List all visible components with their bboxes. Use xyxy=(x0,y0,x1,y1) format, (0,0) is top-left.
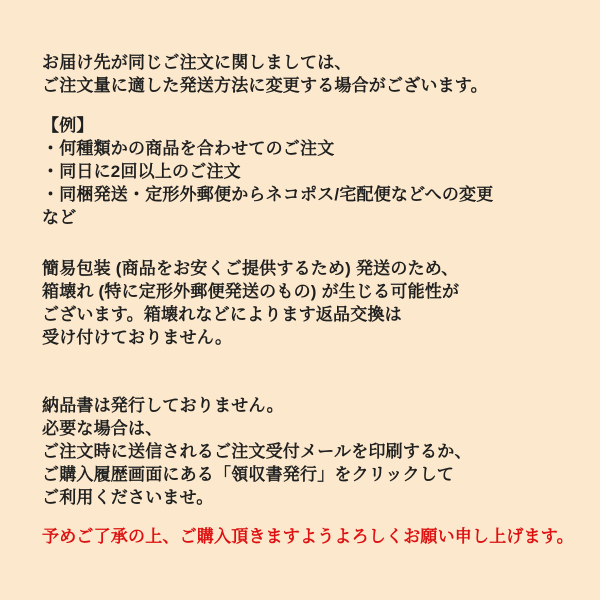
text-line: お届け先が同じご注文に関しましては、 xyxy=(42,53,352,72)
emphasized-text-line: 予めご了承の上、ご購入頂きますようよろしくお願い申し上げます。 xyxy=(42,527,574,546)
text-line: ご利用くださいませ。 xyxy=(42,488,214,507)
example-item: ・同日に2回以上のご注文 xyxy=(42,162,241,181)
text-line: 受け付けておりません。 xyxy=(42,328,233,347)
invoice-notice-paragraph xyxy=(42,394,572,509)
closing-request-line xyxy=(42,525,572,548)
examples-list xyxy=(42,114,572,229)
text-line: ご購入履歴画面にある「領収書発行」をクリックして xyxy=(42,465,455,484)
text-line: 納品書は発行しておりません。 xyxy=(42,396,284,415)
examples-heading: 【例】 xyxy=(42,116,94,135)
text-line: ございます。箱壊れなどによります返品交換は xyxy=(42,305,402,324)
text-line: 箱壊れ (特に定形外郵便発送のもの) が生じる可能性が xyxy=(42,282,460,301)
packaging-notice-paragraph xyxy=(42,257,572,349)
example-item: ・同梱発送・定形外郵便からネコポス/宅配便などへの変更 xyxy=(42,185,494,204)
text-line: ご注文時に送信されるご注文受付メールを印刷するか、 xyxy=(42,442,472,461)
text-line: ご注文量に適した発送方法に変更する場合がございます。 xyxy=(42,76,488,95)
example-item: ・何種類かの商品を合わせてのご注文 xyxy=(42,139,335,158)
text-line: 簡易包装 (商品をお安くご提供するため) 発送のため、 xyxy=(42,259,459,278)
intro-paragraph xyxy=(42,51,572,97)
text-line: 必要な場合は、 xyxy=(42,419,163,438)
examples-suffix: など xyxy=(42,208,77,227)
